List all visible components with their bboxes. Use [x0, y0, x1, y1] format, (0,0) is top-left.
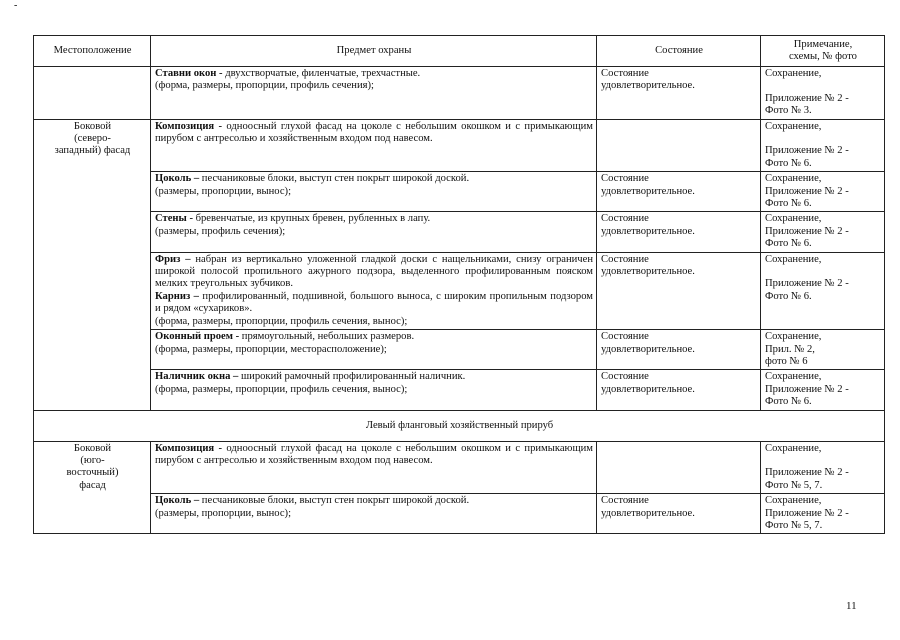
subject-text: песчаниковые блоки, выступ стен покрыт широкой доской. [199, 173, 470, 185]
table-row [34, 67, 885, 120]
table-row [34, 212, 885, 252]
note-cell [761, 330, 885, 370]
note-line2: Приложение № 2 - [765, 225, 849, 237]
location-cell-empty [34, 67, 151, 120]
note-line2: Приложение № 2 - [765, 145, 849, 157]
subject-text: набран из вертикально уложенной гладкой доски с нащельниками, снизу ограничен широкой полосой пропильного ажурного подзора, выделенного профилированным пояском мелких треугольных зубчиков. [155, 253, 593, 290]
header-state: Состояние [597, 36, 761, 67]
subject-text-2: профилированный, подшивной, большого выноса, с широким пропильным подзором и рядом «сухариков». [155, 290, 593, 315]
table-row [34, 252, 885, 329]
state-cell [597, 67, 761, 120]
subject-text: прямоугольный, небольших размеров. [239, 331, 415, 343]
note-line3: Фото № 5, 7. [765, 519, 823, 531]
section-title: Левый фланговый хозяйственный прируб [34, 410, 885, 441]
state-line2: удовлетворительное. [601, 266, 695, 278]
state-line1: Состояние [601, 213, 649, 225]
state-cell [597, 494, 761, 534]
subject-title: Композиция - [155, 442, 223, 454]
note-cell [761, 494, 885, 534]
state-cell [597, 212, 761, 252]
note-line3: Фото № 6. [765, 238, 812, 250]
location-line3: западный) фасад [54, 145, 131, 157]
note-line3: Фото № 5, 7. [765, 479, 823, 491]
subject-cell [151, 119, 597, 172]
subject-params: (размеры, пропорции, вынос); [155, 507, 292, 519]
subject-params: (форма, размеры, пропорции, месторасположение); [155, 343, 387, 355]
subject-params: (форма, размеры, пропорции, профиль сечения, вынос); [155, 315, 408, 327]
note-line2: Приложение № 2 - [765, 383, 849, 395]
state-line2: удовлетворительное. [601, 507, 695, 519]
location-line3: восточный) [66, 467, 119, 479]
note-line3: Фото № 6. [765, 396, 812, 408]
subject-params: (форма, размеры, пропорции, профиль сечения, вынос); [155, 383, 408, 395]
table-row [34, 172, 885, 212]
protection-subject-table [33, 35, 885, 534]
header-note-line2: схемы, № фото [789, 51, 857, 62]
header-note-line1: Примечание, [793, 38, 853, 50]
subject-title: Цоколь – [155, 495, 200, 507]
subject-title: Оконный проем - [155, 331, 240, 343]
note-cell [761, 67, 885, 120]
state-line2: удовлетворительное. [601, 225, 695, 237]
note-line3: фото № 6 [765, 355, 808, 367]
state-line1: Состояние [601, 68, 649, 79]
state-line2: удовлетворительное. [601, 185, 695, 197]
subject-title-2: Карниз – [155, 290, 199, 302]
section-row [34, 410, 885, 441]
state-line1: Состояние [601, 331, 649, 343]
header-subject: Предмет охраны [151, 36, 597, 67]
table-row [34, 370, 885, 410]
note-line3: Фото № 6. [765, 157, 812, 169]
table-row [34, 494, 885, 534]
note-line1: Сохранение, [765, 213, 822, 225]
state-cell [597, 330, 761, 370]
note-line2: Приложение № 2 - [765, 278, 849, 290]
note-cell [761, 172, 885, 212]
state-cell-empty [597, 441, 761, 494]
note-line1: Сохранение, [765, 173, 822, 185]
subject-params: (форма, размеры, пропорции, профиль сечения); [155, 80, 374, 92]
note-cell [761, 441, 885, 494]
subject-title: Цоколь – [155, 173, 200, 185]
table-header-row [34, 36, 885, 67]
note-cell [761, 119, 885, 172]
note-line2: Приложение № 2 - [765, 185, 849, 197]
note-line1: Сохранение, [765, 120, 822, 132]
header-location: Местоположение [34, 36, 151, 67]
state-cell [597, 252, 761, 329]
location-line1: Боковой [73, 442, 112, 454]
state-line1: Состояние [601, 253, 649, 265]
table-row [34, 330, 885, 370]
location-line4: фасад [79, 479, 106, 491]
state-cell [597, 172, 761, 212]
subject-title: Наличник окна – [155, 371, 239, 383]
subject-text: одноосный глухой фасад на цоколе с небольшим окошком и с примыкающим пирубом с антресолью и хозяйственным входом под навесом. [155, 120, 593, 145]
subject-cell [151, 441, 597, 494]
location-northwest-facade [34, 119, 151, 410]
note-line1: Сохранение, [765, 331, 822, 343]
subject-text: одноосный глухой фасад на цоколе с небольшим окошком и с примыкающим пирубом с антресолью и хозяйственным входом под навесом. [155, 442, 593, 466]
note-line1: Сохранение, [765, 371, 822, 383]
subject-cell [151, 67, 597, 120]
subject-title: Фриз – [155, 253, 191, 265]
subject-text: бревенчатые, из крупных бревен, рубленных в лапу. [192, 213, 431, 225]
location-southeast-facade [34, 441, 151, 534]
note-line2: Приложение № 2 - [765, 507, 849, 519]
state-line2: удовлетворительное. [601, 383, 695, 395]
note-line2: Прил. № 2, [765, 343, 815, 355]
note-line1: Сохранение, [765, 495, 822, 507]
note-line1: Сохранение, [765, 442, 822, 454]
header-note [761, 36, 885, 67]
page-number: 11 [846, 600, 857, 612]
subject-params: (размеры, пропорции, вынос); [155, 185, 292, 197]
state-line1: Состояние [601, 371, 649, 383]
state-line2: удовлетворительное. [601, 343, 695, 355]
subject-title: Ставни окон - [155, 68, 223, 79]
note-cell [761, 370, 885, 410]
subject-params: (размеры, профиль сечения); [155, 225, 286, 237]
state-line2: удовлетворительное. [601, 80, 695, 92]
note-line2: Приложение № 2 - [765, 467, 849, 479]
state-line1: Состояние [601, 173, 649, 185]
note-cell [761, 252, 885, 329]
state-cell [597, 370, 761, 410]
location-line2: (юго- [80, 454, 105, 466]
subject-text: песчаниковые блоки, выступ стен покрыт широкой доской. [199, 495, 470, 507]
state-line1: Состояние [601, 495, 649, 507]
subject-cell [151, 330, 597, 370]
top-mark: - [14, 0, 18, 11]
note-line1: Сохранение, [765, 253, 822, 265]
table-row [34, 119, 885, 172]
state-cell-empty [597, 119, 761, 172]
location-line1: Боковой [73, 120, 112, 132]
location-line2: (северо- [74, 133, 111, 145]
subject-cell [151, 370, 597, 410]
note-cell [761, 212, 885, 252]
note-line3: Фото № 3. [765, 105, 812, 117]
note-line3: Фото № 6. [765, 198, 812, 210]
subject-text: двухстворчатые, филенчатые, трехчастные. [222, 68, 421, 79]
note-line1: Сохранение, [765, 68, 822, 79]
subject-cell [151, 252, 597, 329]
subject-cell [151, 494, 597, 534]
table-row [34, 441, 885, 494]
note-line2: Приложение № 2 - [765, 92, 849, 104]
subject-cell [151, 212, 597, 252]
subject-cell [151, 172, 597, 212]
note-line3: Фото № 6. [765, 290, 812, 302]
subject-title: Композиция - [155, 120, 223, 132]
subject-text: широкий рамочный профилированный наличник. [238, 371, 466, 383]
subject-title: Стены - [155, 213, 193, 225]
